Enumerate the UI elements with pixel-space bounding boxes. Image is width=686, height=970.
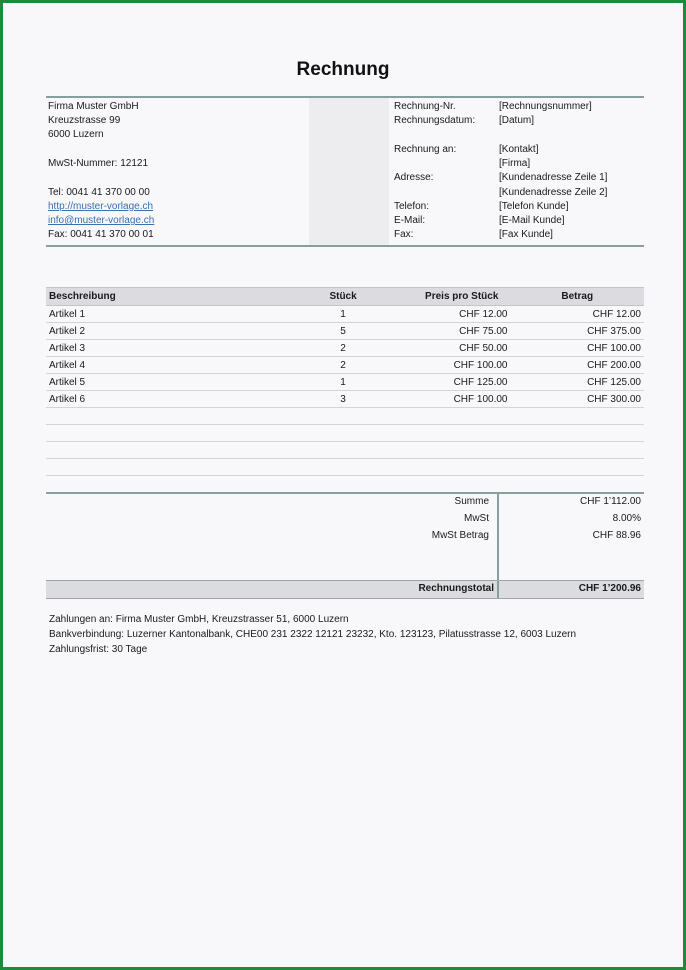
- table-row: [46, 459, 644, 476]
- payment-footer: [49, 612, 576, 657]
- table-row: [46, 357, 644, 374]
- sum-value: CHF 1’112.00: [580, 496, 641, 507]
- col-header-quantity: Stück: [273, 288, 413, 306]
- cell-quantity: 3: [273, 391, 413, 408]
- cell-quantity: 1: [273, 306, 413, 323]
- sender-street: Kreuzstrasse 99: [48, 115, 121, 126]
- table-row: [46, 306, 644, 323]
- sender-website-link[interactable]: http://muster-vorlage.ch: [48, 201, 154, 212]
- table-row: [46, 391, 644, 408]
- vat-rate-value: 8.00%: [612, 513, 641, 524]
- customer-email: [E-Mail Kunde]: [499, 215, 565, 226]
- cell-unit-price: [413, 459, 511, 476]
- page-title: Rechnung: [296, 59, 390, 80]
- cell-quantity: 1: [273, 374, 413, 391]
- cell-description: [46, 459, 273, 476]
- cell-amount: [510, 425, 644, 442]
- cell-description: Artikel 5: [46, 374, 273, 391]
- cell-amount: CHF 200.00: [510, 357, 644, 374]
- cell-unit-price: [413, 425, 511, 442]
- cell-quantity: [273, 442, 413, 459]
- grand-total-divider: [497, 581, 499, 598]
- cell-description: Artikel 3: [46, 340, 273, 357]
- grand-total-value: CHF 1’200.96: [578, 583, 641, 594]
- totals-divider: [497, 494, 499, 581]
- cell-quantity: [273, 425, 413, 442]
- table-row: [46, 340, 644, 357]
- payment-terms: Zahlungsfrist: 30 Tage: [49, 644, 148, 655]
- cell-quantity: 2: [273, 340, 413, 357]
- cell-unit-price: CHF 100.00: [413, 391, 511, 408]
- bank-details: Bankverbindung: Luzerner Kantonalbank, CHE00 231 2322 12121 23232, Kto. 123123, Pilatusstrasse 12, 6003 Luzern: [49, 629, 577, 640]
- col-header-description: Beschreibung: [46, 288, 273, 306]
- cell-amount: [510, 459, 644, 476]
- cell-amount: CHF 100.00: [510, 340, 644, 357]
- customer-address-line1: [Kundenadresse Zeile 1]: [499, 172, 608, 183]
- invoice-to-label: Rechnung an:: [394, 144, 457, 155]
- sender-tel: Tel: 0041 41 370 00 00: [48, 187, 150, 198]
- invoice-number-value: [Rechnungsnummer]: [499, 101, 592, 112]
- cell-unit-price: [413, 442, 511, 459]
- table-row: [46, 408, 644, 425]
- sender-fax: Fax: 0041 41 370 00 01: [48, 229, 154, 240]
- invoice-date-label: Rechnungsdatum:: [394, 115, 476, 126]
- col-header-unit-price: Preis pro Stück: [413, 288, 511, 306]
- email-label: E-Mail:: [394, 215, 426, 226]
- sum-label: Summe: [454, 496, 489, 507]
- header-block: [46, 96, 644, 247]
- table-header-row: [46, 288, 644, 306]
- table-row: [46, 323, 644, 340]
- grand-total-bar: [46, 580, 644, 599]
- cell-unit-price: CHF 125.00: [413, 374, 511, 391]
- phone-label: Telefon:: [394, 201, 430, 212]
- cell-description: [46, 425, 273, 442]
- cell-amount: [510, 442, 644, 459]
- cell-unit-price: CHF 50.00: [413, 340, 511, 357]
- totals-block: [46, 494, 644, 597]
- fax-label: Fax:: [394, 229, 414, 240]
- vat-amount-label: MwSt Betrag: [431, 530, 489, 541]
- cell-unit-price: CHF 100.00: [413, 357, 511, 374]
- cell-quantity: [273, 476, 413, 494]
- sender-email-link[interactable]: info@muster-vorlage.ch: [48, 215, 155, 226]
- cell-amount: [510, 408, 644, 425]
- table-row: [46, 442, 644, 459]
- address-label: Adresse:: [394, 172, 434, 183]
- cell-quantity: 5: [273, 323, 413, 340]
- cell-description: Artikel 1: [46, 306, 273, 323]
- grand-total-label: Rechnungstotal: [418, 583, 494, 594]
- cell-description: [46, 476, 273, 494]
- payment-recipient: Zahlungen an: Firma Muster GmbH, Kreuzstrasser 51, 6000 Luzern: [49, 614, 349, 625]
- cell-description: [46, 408, 273, 425]
- customer-address-line2: [Kundenadresse Zeile 2]: [499, 187, 608, 198]
- cell-unit-price: CHF 12.00: [413, 306, 511, 323]
- sender-company: Firma Muster GmbH: [48, 101, 139, 112]
- customer-contact: [Kontakt]: [499, 144, 539, 155]
- table-row: [46, 476, 644, 494]
- table-row: [46, 425, 644, 442]
- table-row: [46, 374, 644, 391]
- cell-description: Artikel 4: [46, 357, 273, 374]
- cell-description: Artikel 2: [46, 323, 273, 340]
- cell-quantity: [273, 459, 413, 476]
- cell-unit-price: [413, 476, 511, 494]
- cell-amount: CHF 300.00: [510, 391, 644, 408]
- customer-company: [Firma]: [499, 158, 531, 169]
- cell-unit-price: CHF 75.00: [413, 323, 511, 340]
- customer-fax: [Fax Kunde]: [499, 229, 553, 240]
- cell-description: Artikel 6: [46, 391, 273, 408]
- items-table: [46, 287, 644, 494]
- cell-description: [46, 442, 273, 459]
- cell-amount: CHF 375.00: [510, 323, 644, 340]
- cell-quantity: [273, 408, 413, 425]
- header-shade: [309, 98, 389, 245]
- invoice-date-value: [Datum]: [499, 115, 535, 126]
- cell-quantity: 2: [273, 357, 413, 374]
- sender-city: 6000 Luzern: [48, 129, 104, 140]
- cell-unit-price: [413, 408, 511, 425]
- customer-phone: [Telefon Kunde]: [499, 201, 569, 212]
- cell-amount: [510, 476, 644, 494]
- col-header-amount: Betrag: [510, 288, 644, 306]
- sender-vat: MwSt-Nummer: 12121: [48, 158, 149, 169]
- cell-amount: CHF 12.00: [510, 306, 644, 323]
- vat-amount-value: CHF 88.96: [592, 530, 641, 541]
- invoice-number-label: Rechnung-Nr.: [394, 101, 456, 112]
- vat-rate-label: MwSt: [464, 513, 489, 524]
- cell-amount: CHF 125.00: [510, 374, 644, 391]
